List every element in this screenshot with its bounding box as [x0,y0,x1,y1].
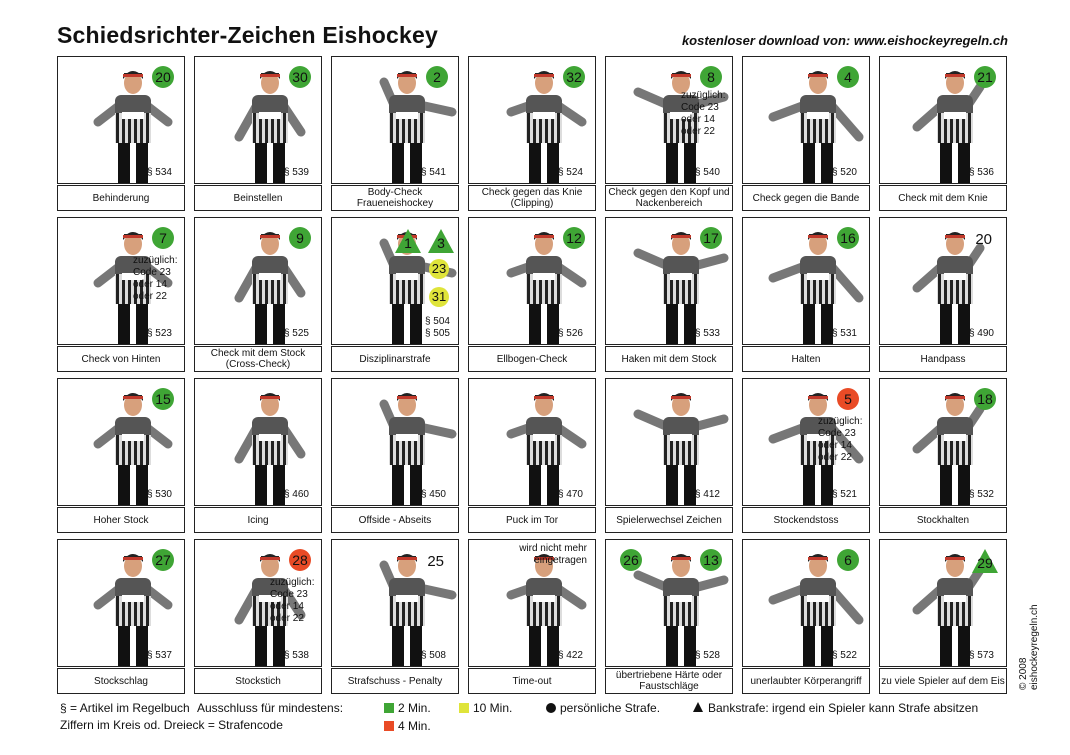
signal-label: unerlaubter Körperangriff [742,668,870,694]
rulebook-paragraph: § 537 [146,650,172,661]
signal-photo [605,539,733,667]
signal-label: Check mit dem Knie [879,185,1007,211]
legend-10min-label: 10 Min. [473,701,513,715]
rulebook-paragraph: § 460 [283,489,309,500]
signal-card [57,217,185,373]
penalty-code-badge: 8 [700,66,722,88]
penalty-code: 1 [404,235,412,251]
penalty-code-badge: 16 [837,227,859,249]
signal-card [742,56,870,212]
signal-card [468,539,596,695]
rulebook-paragraph: § 470 [557,489,583,500]
signal-card [879,56,1007,212]
signal-card [331,539,459,695]
signal-card [194,56,322,212]
rulebook-paragraph: § 532 [968,489,994,500]
triangle-icon [693,702,703,712]
signal-card [57,56,185,212]
signal-photo [57,539,185,667]
penalty-code-badge: 7 [152,227,174,249]
signal-card [605,217,733,373]
signal-card [468,217,596,373]
rulebook-paragraph: § 536 [968,167,994,178]
dot-icon [546,703,556,713]
signal-photo [194,56,322,184]
signal-card [194,378,322,534]
signal-card [879,378,1007,534]
signal-photo [468,217,596,345]
signal-photo [879,378,1007,506]
signal-label: Strafschuss - Penalty [331,668,459,694]
penalty-code-badge: 31 [429,287,449,307]
signal-label: zu viele Spieler auf dem Eis [879,668,1007,694]
extra-code-note: zuzüglich: Code 23 oder 14 oder 22 [818,416,863,463]
signal-label: Check mit dem Stock (Cross-Check) [194,346,322,372]
extra-code-note: zuzüglich: Code 23 oder 14 oder 22 [681,90,726,137]
penalty-code-badge: 12 [563,227,585,249]
signal-label: Icing [194,507,322,533]
legend-codes: Ziffern im Kreis od. Dreieck = Strafencode [60,718,283,732]
signal-label: Offside - Abseits [331,507,459,533]
signal-card [468,378,596,534]
rulebook-paragraph: § 533 [694,328,720,339]
signal-photo [57,378,185,506]
penalty-code-badge: 17 [700,227,722,249]
penalty-code-badge: 18 [974,388,996,410]
signal-photo [605,56,733,184]
extra-code-note: zuzüglich: Code 23 oder 14 oder 22 [133,255,178,302]
rulebook-paragraph: § 573 [968,650,994,661]
rulebook-paragraph: § 539 [283,167,309,178]
signal-label: übertriebene Härte oder Faustschläge [605,668,733,694]
penalty-code-badge: 13 [700,549,722,571]
signal-photo [879,56,1007,184]
signal-label: Body-Check Fraueneishockey [331,185,459,211]
penalty-code-badge: 21 [974,66,996,88]
signal-photo [742,539,870,667]
signal-photo [57,56,185,184]
rulebook-paragraph: § 522 [831,650,857,661]
signal-card [194,539,322,695]
signal-card [331,217,459,373]
rulebook-paragraph: § 538 [283,650,309,661]
penalty-code-badge: 32 [563,66,585,88]
penalty-code-badge: 20 [152,66,174,88]
penalty-code: 3 [437,235,445,251]
legend-bench [693,701,978,715]
time-out-note: wird nicht mehr eingetragen [519,543,587,566]
penalty-code-badge: 26 [620,549,642,571]
signal-label: Behinderung [57,185,185,211]
referee-figure [469,379,595,505]
legend-2min [384,701,431,715]
signal-card [605,56,733,212]
signal-label: Haken mit dem Stock [605,346,733,372]
rulebook-paragraph: § 450 [420,489,446,500]
penalty-code-badge: 5 [837,388,859,410]
rulebook-paragraph: § 520 [831,167,857,178]
rulebook-paragraph: § 508 [420,650,446,661]
referee-figure [195,379,321,505]
penalty-code-badge: 30 [289,66,311,88]
signal-label: Stockschlag [57,668,185,694]
penalty-code: 29 [977,555,993,571]
yellow-square-icon [459,703,469,713]
bench-penalty-triangle [395,229,421,253]
penalty-code-plain: 25 [427,553,444,570]
signal-photo [194,539,322,667]
rulebook-paragraph: § 526 [557,328,583,339]
rulebook-paragraph: § 525 [283,328,309,339]
signal-photo [742,217,870,345]
extra-code-note: zuzüglich: Code 23 oder 14 oder 22 [270,577,315,624]
signal-photo [331,378,459,506]
legend-2min-label: 2 Min. [398,701,431,715]
signal-photo [57,217,185,345]
signal-label: Spielerwechsel Zeichen [605,507,733,533]
penalty-code-badge: 27 [152,549,174,571]
bench-penalty-triangle [972,549,998,573]
signal-label: Hoher Stock [57,507,185,533]
signal-photo [194,378,322,506]
signal-label: Stockstich [194,668,322,694]
signal-photo [331,217,459,345]
signal-label: Beinstellen [194,185,322,211]
bench-penalty-triangle [428,229,454,253]
signal-card [194,217,322,373]
signal-photo [468,56,596,184]
rulebook-paragraph: § 524 [557,167,583,178]
signal-photo [468,539,596,667]
signal-card [57,539,185,695]
penalty-code-badge: 23 [429,259,449,279]
signal-photo [605,378,733,506]
signal-photo [194,217,322,345]
legend-personal [546,701,660,715]
rulebook-paragraph: § 530 [146,489,172,500]
legend-bench-label: Bankstrafe: irgend ein Spieler kann Strafe absitzen [708,701,979,715]
legend-personal-label: persönliche Strafe. [560,701,661,715]
signal-photo [331,56,459,184]
signal-photo [742,56,870,184]
signal-card [605,539,733,695]
rulebook-paragraph: § 521 [831,489,857,500]
signal-label: Puck im Tor [468,507,596,533]
red-square-icon [384,721,394,731]
signal-card [742,378,870,534]
penalty-code-badge: 4 [837,66,859,88]
copyright: © 2008 eishockeyregeln.ch [1018,604,1040,690]
signal-label: Disziplinarstrafe [331,346,459,372]
signal-label: Halten [742,346,870,372]
referee-figure [332,379,458,505]
legend-10min [459,701,512,715]
signal-photo [879,539,1007,667]
rulebook-paragraph-1: § 504 [424,316,450,327]
rulebook-paragraph-2: § 505 [424,328,450,339]
legend-4min [384,719,431,733]
penalty-code-badge: 2 [426,66,448,88]
penalty-code-badge: 15 [152,388,174,410]
rulebook-paragraph: § 490 [968,328,994,339]
signal-label: Check gegen das Knie (Clipping) [468,185,596,211]
signal-card [331,378,459,534]
signal-label: Stockendstoss [742,507,870,533]
signal-label: Stockhalten [879,507,1007,533]
signal-card [879,539,1007,695]
signal-photo [331,539,459,667]
signal-photo [605,217,733,345]
signal-label: Check gegen die Bande [742,185,870,211]
signal-photo [742,378,870,506]
rulebook-paragraph: § 528 [694,650,720,661]
penalty-code-badge: 6 [837,549,859,571]
referee-figure [606,379,732,505]
signal-card [742,539,870,695]
signal-label: Time-out [468,668,596,694]
signal-card [57,378,185,534]
signal-photo [468,378,596,506]
legend-paragraph: § = Artikel im Regelbuch [60,701,190,715]
signal-card [605,378,733,534]
rulebook-paragraph [425,316,450,340]
signal-photo [879,217,1007,345]
page-title: Schiedsrichter-Zeichen Eishockey [57,22,438,48]
signal-card [879,217,1007,373]
download-note: kostenloser download von: www.eishockeyregeln.ch [681,33,1008,48]
signal-label: Check gegen den Kopf und Nackenbereich [605,185,733,211]
rulebook-paragraph: § 541 [420,167,446,178]
signal-card [742,217,870,373]
signal-label: Check von Hinten [57,346,185,372]
penalty-code-badge: 9 [289,227,311,249]
penalty-code-plain: 20 [975,231,992,248]
penalty-code-badge: 28 [289,549,311,571]
rulebook-paragraph: § 531 [831,328,857,339]
legend-ausschluss: Ausschluss für mindestens: [197,701,344,715]
rulebook-paragraph: § 534 [146,167,172,178]
rulebook-paragraph: § 422 [557,650,583,661]
signal-label: Ellbogen-Check [468,346,596,372]
rulebook-paragraph: § 412 [694,489,720,500]
legend-4min-label: 4 Min. [398,719,431,733]
signal-label: Handpass [879,346,1007,372]
rulebook-paragraph: § 523 [146,328,172,339]
signal-card [468,56,596,212]
green-square-icon [384,703,394,713]
signal-card [331,56,459,212]
rulebook-paragraph: § 540 [694,167,720,178]
